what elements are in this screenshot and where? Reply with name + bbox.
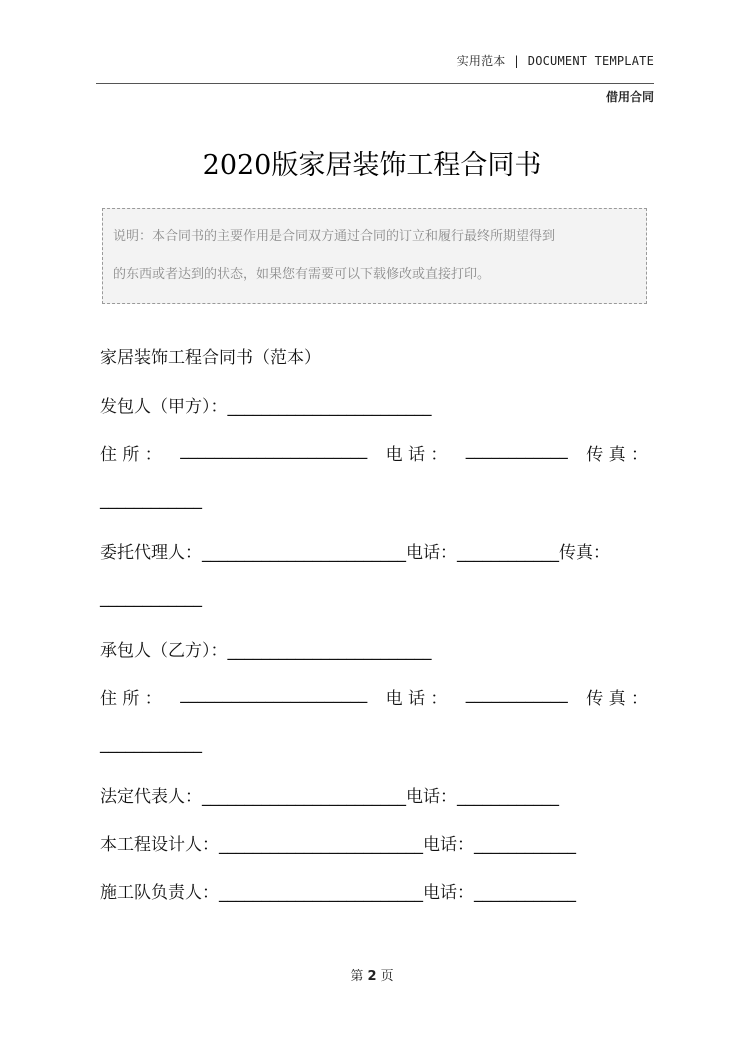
agent-line: 委托代理人：________________________电话：____________传真： — [100, 543, 610, 563]
party-b-address-label: 住 所 ： — [100, 689, 162, 709]
party-a-fax-label: 传 真 ： — [586, 445, 648, 465]
document-title: 2020版家居装饰工程合同书 — [202, 150, 542, 181]
party-b-phone-blank: ____________ — [465, 684, 568, 704]
designer-line: 本工程设计人：________________________电话：____________ — [100, 835, 576, 855]
footer-suffix: 页 — [380, 969, 394, 984]
agent-fax-blank: ____________ — [100, 588, 202, 608]
legal-rep-line: 法定代表人：________________________电话：____________ — [100, 787, 559, 807]
party-a-address-label: 住 所 ： — [100, 445, 162, 465]
header-label: 实用范本 | DOCUMENT TEMPLATE — [456, 54, 654, 68]
header-category: 借用合同 — [605, 90, 654, 104]
party-a-line: 发包人（甲方）：________________________ — [100, 397, 432, 417]
party-b-fax-blank: ____________ — [100, 734, 202, 754]
party-a-address-blank: ______________________ — [180, 440, 368, 460]
page-number: 2 — [367, 969, 377, 984]
party-b-phone-label: 电 话 ： — [385, 689, 448, 709]
note-line-2: 的东西或者达到的状态，如果您有需要可以下载修改或直接打印。 — [113, 267, 491, 282]
party-b-address-blank: ______________________ — [180, 684, 368, 704]
party-b-contact-line — [100, 684, 648, 709]
party-b-fax-label: 传 真 ： — [586, 689, 648, 709]
party-a-phone-label: 电 话 ： — [385, 445, 448, 465]
team-lead-line: 施工队负责人：________________________电话：____________ — [100, 883, 576, 903]
page-footer — [0, 965, 744, 984]
party-a-fax-blank: ____________ — [100, 490, 202, 510]
note-box — [102, 208, 647, 304]
contract-subtitle: 家居装饰工程合同书（范本） — [100, 348, 321, 368]
note-line-1: 说明：本合同书的主要作用是合同双方通过合同的订立和履行最终所期望得到 — [113, 229, 556, 244]
party-b-line: 承包人（乙方）：________________________ — [100, 641, 432, 661]
party-a-phone-blank: ____________ — [465, 440, 568, 460]
header-divider — [96, 83, 654, 84]
party-a-contact-line — [100, 440, 648, 465]
footer-prefix: 第 — [350, 969, 364, 984]
